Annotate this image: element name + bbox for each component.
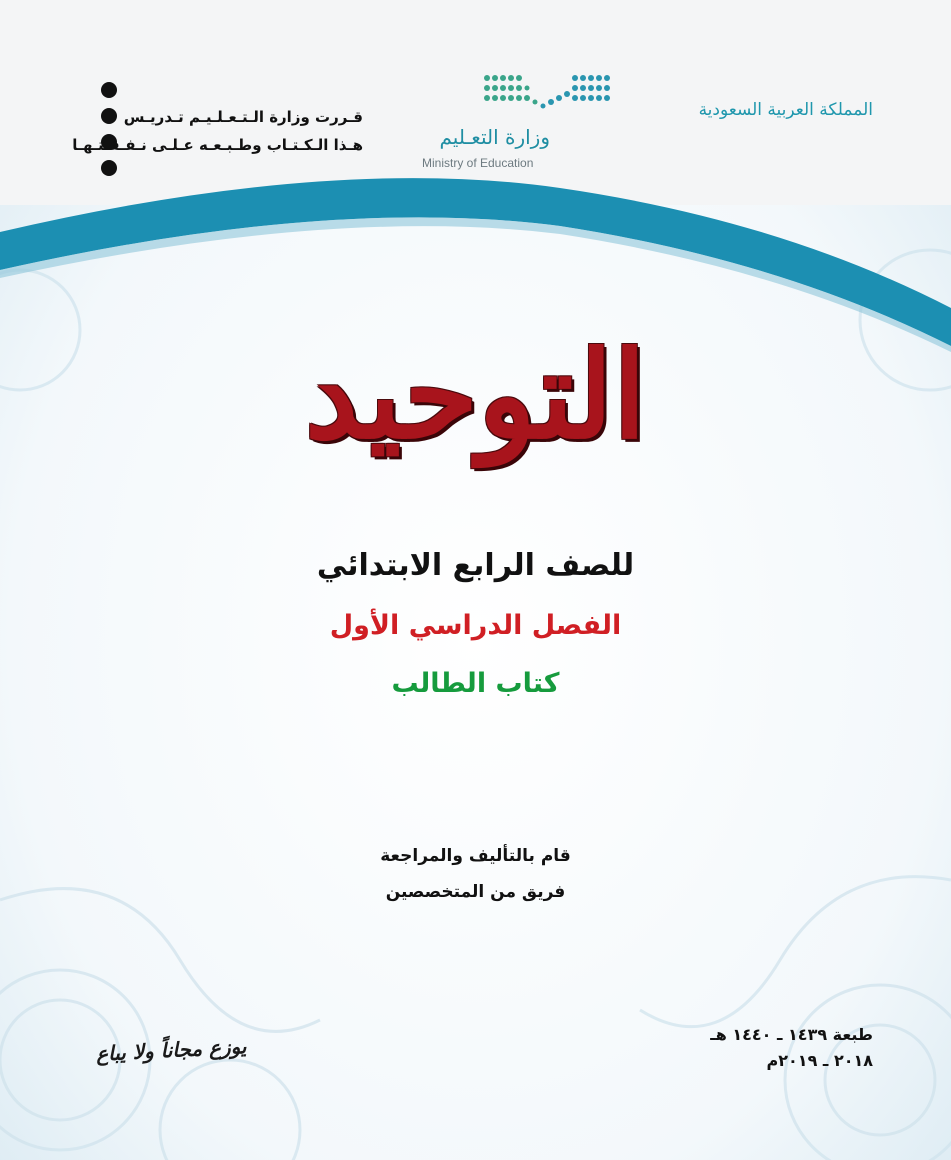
approval-line-1: قـررت وزارة الـتـعـلـيـم تـدريـس xyxy=(123,108,363,126)
country-name: المملكة العربية السعودية xyxy=(698,100,873,120)
approval-statement xyxy=(72,103,363,159)
bullet-dot xyxy=(101,82,117,98)
ministry-name-english: Ministry of Education xyxy=(422,156,534,170)
grade-level: للصف الرابع الابتدائي xyxy=(316,548,635,583)
book-title: التوحيد xyxy=(304,325,647,466)
authors-line-2: فريق من المتخصصين xyxy=(385,882,566,902)
edition-gregorian: ٢٠١٨ ـ ٢٠١٩م xyxy=(766,1051,873,1070)
approval-line-2: هـذا الـكـتـاب وطـبـعـه عـلـى نـفـقـتـهـا xyxy=(72,136,363,154)
book-type: كتاب الطالب xyxy=(391,668,560,699)
free-distribution-note: يوزع مجاناً ولا يباع xyxy=(95,1034,247,1066)
authors-line-1: قام بالتأليف والمراجعة xyxy=(380,846,571,866)
edition-hijri: طبعة ١٤٣٩ ـ ١٤٤٠ هـ xyxy=(710,1025,873,1044)
semester: الفصل الدراسي الأول xyxy=(329,610,622,641)
ministry-logo xyxy=(412,72,612,172)
bullet-dot xyxy=(101,160,117,176)
ministry-dots-icon xyxy=(482,72,612,112)
ministry-name-arabic: وزارة التعـليم xyxy=(439,125,550,149)
edition-info xyxy=(683,1022,873,1074)
authors-credit xyxy=(0,838,951,910)
